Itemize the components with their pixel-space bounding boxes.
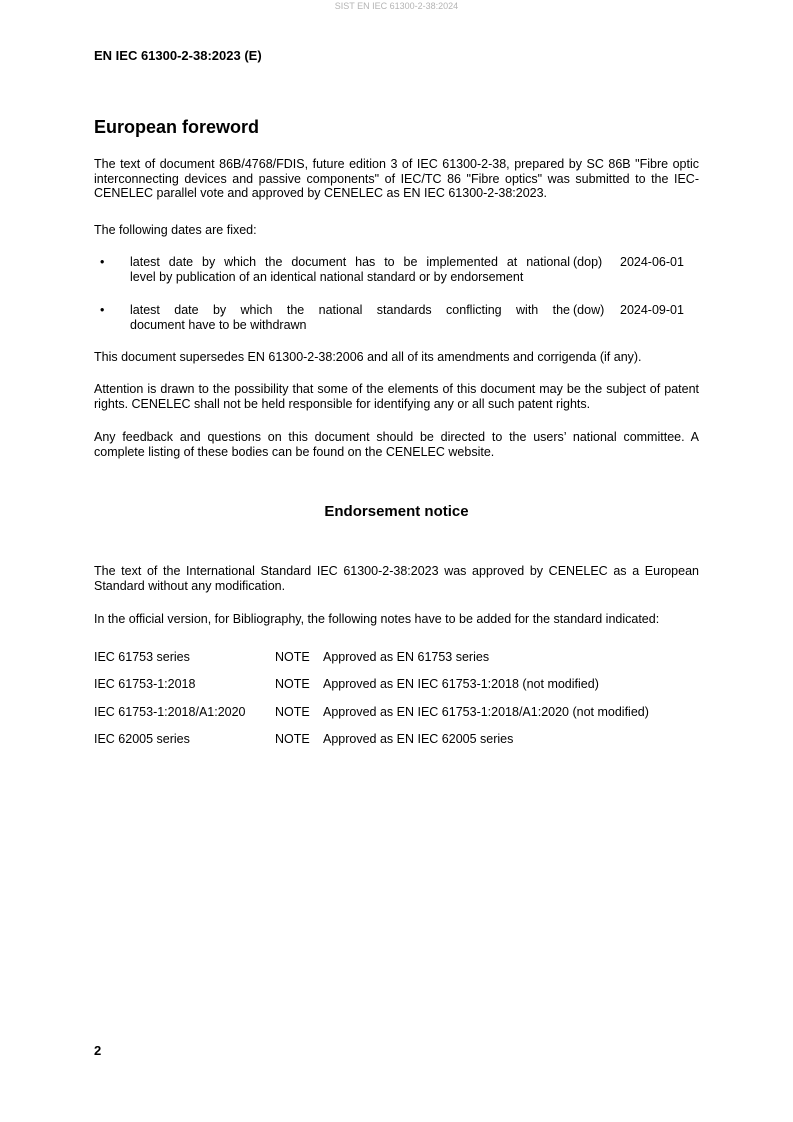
watermark: SIST EN IEC 61300-2-38:2024 bbox=[334, 1, 459, 11]
note-reference: IEC 61753-1:2018 bbox=[94, 677, 196, 691]
note-text: Approved as EN 61753 series bbox=[323, 650, 490, 664]
date-value: 2024-09-01 bbox=[620, 303, 684, 317]
bibliography-note-row bbox=[94, 677, 699, 693]
note-reference: IEC 62005 series bbox=[94, 732, 190, 746]
date-code: (dow) bbox=[573, 303, 605, 317]
date-item-dow bbox=[94, 303, 699, 333]
bibliography-note-row bbox=[94, 650, 699, 666]
date-code: (dop) bbox=[573, 255, 603, 269]
date-item-text bbox=[130, 255, 570, 284]
endorsement-paragraph-1: The text of the International Standard IEC 61300-2-38:2023 was approved by CENELEC as a European Standard without any modification. bbox=[94, 564, 699, 593]
dates-intro: The following dates are fixed: bbox=[94, 223, 257, 237]
note-text: Approved as EN IEC 61753-1:2018/A1:2020 (not modified) bbox=[323, 705, 649, 719]
bullet-icon: • bbox=[100, 255, 105, 269]
bibliography-note-row bbox=[94, 705, 699, 721]
note-reference: IEC 61753-1:2018/A1:2020 bbox=[94, 705, 246, 719]
note-label: NOTE bbox=[275, 677, 310, 691]
bibliography-note-row bbox=[94, 732, 699, 748]
foreword-paragraph-1: The text of document 86B/4768/FDIS, future edition 3 of IEC 61300-2-38, prepared by SC 86B "Fibre optic interconnecting devices and passive components" of IEC/TC 86 "Fibre optics" was submitted to the IEC-CENELEC parallel vote and approved by CENELEC as EN IEC 61300-2-38:2023. bbox=[94, 157, 699, 200]
page-number: 2 bbox=[94, 1043, 102, 1058]
note-label: NOTE bbox=[275, 650, 310, 664]
endorsement-paragraph-2: In the official version, for Bibliography, the following notes have to be added for the standard indicated: bbox=[94, 612, 660, 626]
date-item-text bbox=[130, 303, 570, 332]
supersedes-paragraph: This document supersedes EN 61300-2-38:2006 and all of its amendments and corrigenda (if any). bbox=[94, 350, 642, 364]
note-text: Approved as EN IEC 62005 series bbox=[323, 732, 514, 746]
note-label: NOTE bbox=[275, 732, 310, 746]
note-label: NOTE bbox=[275, 705, 310, 719]
date-item-dop bbox=[94, 255, 699, 285]
date-item-line-1: latest date by which the national standards conflicting with the bbox=[130, 303, 570, 317]
date-item-line-1: latest date by which the document has to be implemented at national bbox=[130, 255, 570, 269]
note-text: Approved as EN IEC 61753-1:2018 (not modified) bbox=[323, 677, 599, 691]
document-identifier: EN IEC 61300-2-38:2023 (E) bbox=[94, 48, 262, 63]
foreword-title: European foreword bbox=[94, 117, 260, 137]
date-value: 2024-06-01 bbox=[620, 255, 684, 269]
endorsement-title: Endorsement notice bbox=[324, 503, 469, 520]
bullet-icon: • bbox=[100, 303, 105, 317]
note-reference: IEC 61753 series bbox=[94, 650, 190, 664]
date-item-line-2: level by publication of an identical national standard or by endorsement bbox=[130, 269, 524, 284]
date-item-line-2: document have to be withdrawn bbox=[130, 317, 307, 332]
attention-paragraph: Attention is drawn to the possibility that some of the elements of this document may be the subject of patent rights. CENELEC shall not be held responsible for identifying any or all such patent rights. bbox=[94, 382, 699, 411]
feedback-paragraph: Any feedback and questions on this document should be directed to the users’ national committee. A complete listing of these bodies can be found on the CENELEC website. bbox=[94, 430, 699, 459]
